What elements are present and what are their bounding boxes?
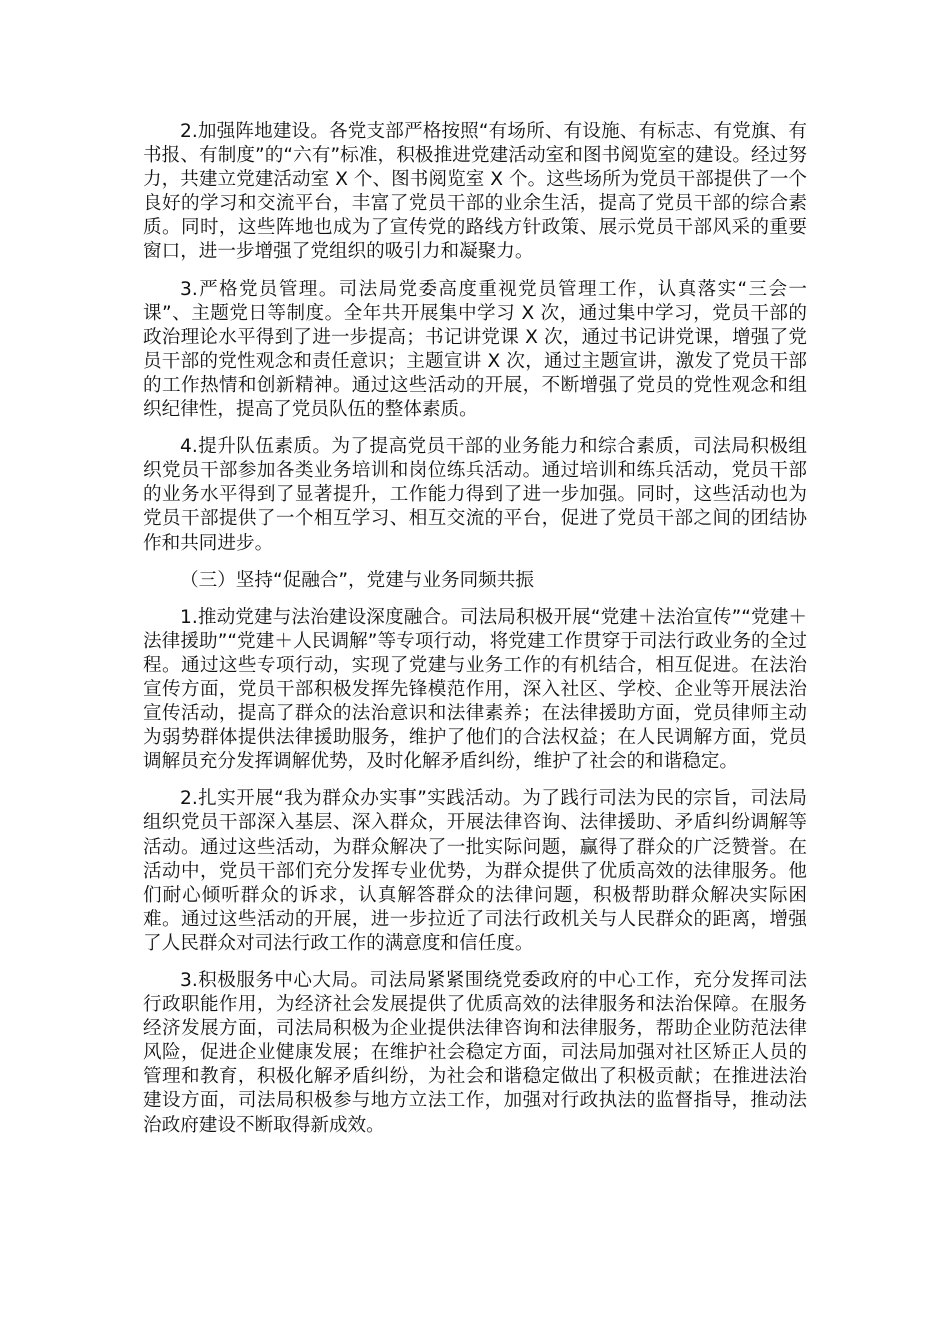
- paragraph-rule-of-law-integration: 1.推动党建与法治建设深度融合。司法局积极开展“党建＋法治宣传”“党建＋法律援助”“党建＋人民调解”等专项行动，将党建工作贯穿于司法行政业务的全过程。通过这些专项行动，实现了党建与业务工作的有机结合，相互促进。在法治宣传方面，党员干部积极发挥先锋模范作用，深入社区、学校、企业等开展法治宣传活动，提高了群众的法治意识和法律素养；在法律援助方面，党员律师主动为弱势群体提供法律援助服务，维护了他们的合法权益；在人民调解方面，党员调解员充分发挥调解优势，及时化解矛盾纠纷，维护了社会的和谐稳定。: [143, 606, 807, 773]
- paragraph-member-management: 3.严格党员管理。司法局党委高度重视党员管理工作，认真落实“三会一课”、主题党日等制度。全年共开展集中学习 X 次，通过集中学习，党员干部的政治理论水平得到了进一步提高；书记讲党课 X 次，通过书记讲党课，增强了党员干部的党性观念和责任意识；主题宣讲 X 次，通过主题宣讲，激发了党员干部的工作热情和创新精神。通过这些活动的开展，不断增强了党员的党性观念和组织纪律性，提高了党员队伍的整体素质。: [143, 278, 807, 421]
- paragraph-position-building: 2.加强阵地建设。各党支部严格按照“有场所、有设施、有标志、有党旗、有书报、有制度”的“六有”标准，积极推进党建活动室和图书阅览室的建设。经过努力，共建立党建活动室 X 个、图书阅览室 X 个。这些场所为党员干部提供了一个良好的学习和交流平台，丰富了党员干部的业余生活，提高了党员干部的综合素质。同时，这些阵地也成为了宣传党的路线方针政策、展示党员干部风采的重要窗口，进一步增强了党组织的吸引力和凝聚力。: [143, 121, 807, 263]
- section-heading-integration: （三）坚持“促融合”，党建与业务同频共振: [180, 569, 534, 591]
- paragraph-team-quality: 4.提升队伍素质。为了提高党员干部的业务能力和综合素质，司法局积极组织党员干部参加各类业务培训和岗位练兵活动。通过培训和练兵活动，党员干部的业务水平得到了显著提升，工作能力得到了进一步加强。同时，这些活动也为党员干部提供了一个相互学习、相互交流的平台，促进了党员干部之间的团结协作和共同进步。: [143, 436, 807, 554]
- paragraph-practical-activities: 2.扎实开展“我为群众办实事”实践活动。为了践行司法为民的宗旨，司法局组织党员干部深入基层、深入群众，开展法律咨询、法律援助、矛盾纠纷调解等活动。通过这些活动，为群众解决了一批实际问题，赢得了群众的广泛赞誉。在活动中，党员干部们充分发挥专业优势，为群众提供了优质高效的法律服务。他们耐心倾听群众的诉求，认真解答群众的法律问题，积极帮助群众解决实际困难。通过这些活动的开展，进一步拉近了司法行政机关与人民群众的距离，增强了人民群众对司法行政工作的满意度和信任度。: [143, 788, 807, 954]
- paragraph-serve-central-work: 3.积极服务中心大局。司法局紧紧围绕党委政府的中心工作，充分发挥司法行政职能作用，为经济社会发展提供了优质高效的法律服务和法治保障。在服务经济发展方面，司法局积极为企业提供法律咨询和法律服务，帮助企业防范法律风险，促进企业健康发展；在维护社会稳定方面，司法局加强对社区矫正人员的管理和教育，积极化解矛盾纠纷，为社会和谐稳定做出了积极贡献；在推进法治建设方面，司法局积极参与地方立法工作，加强对行政执法的监督指导，推动法治政府建设不断取得新成效。: [143, 970, 807, 1136]
- document-body: [143, 120, 807, 1151]
